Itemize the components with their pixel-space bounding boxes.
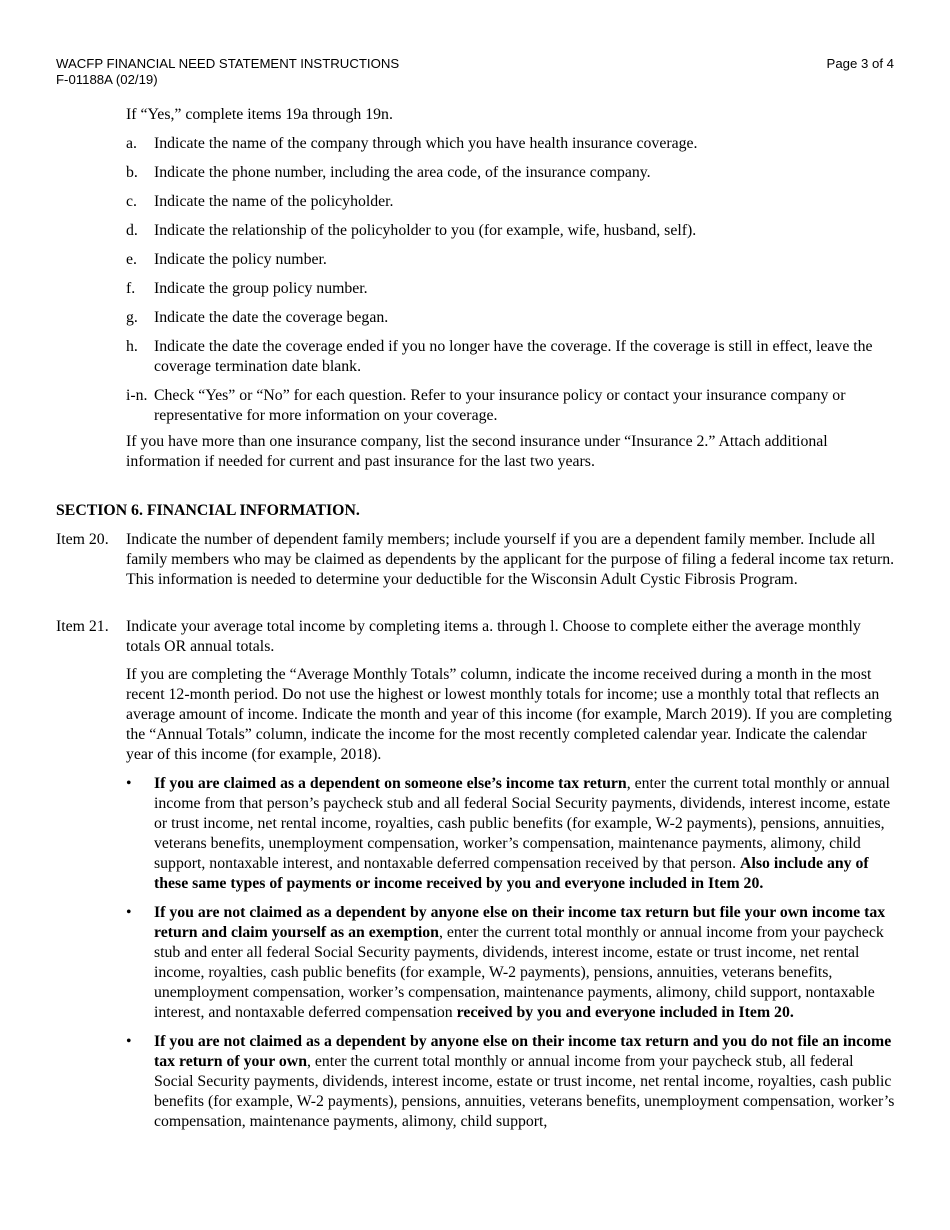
income-bullet-list bbox=[126, 774, 896, 1141]
list-item-text: Indicate the date the coverage ended if you no longer have the coverage. If the coverage is still in effect, leave the coverage termination date blank. bbox=[154, 338, 873, 375]
list-item-label: f. bbox=[126, 280, 136, 297]
bullet-item bbox=[126, 903, 896, 1023]
list-item bbox=[126, 279, 896, 299]
item-label: Item 21. bbox=[56, 618, 109, 635]
list-item-label: c. bbox=[126, 193, 137, 210]
bullet-icon: • bbox=[126, 904, 132, 921]
list-item-text: Indicate the name of the policyholder. bbox=[154, 193, 394, 210]
list-item-text: Indicate the name of the company through which you have health insurance coverage. bbox=[154, 135, 698, 152]
section-title: SECTION 6. FINANCIAL INFORMATION. bbox=[56, 502, 360, 519]
list-item bbox=[126, 163, 896, 183]
form-number: F-01188A (02/19) bbox=[56, 72, 158, 87]
list-item-label: e. bbox=[126, 251, 137, 268]
bullet-icon: • bbox=[126, 1033, 132, 1050]
list-item-label: a. bbox=[126, 135, 137, 152]
bullet-item bbox=[126, 774, 896, 894]
item-text: Indicate the number of dependent family members; include yourself if you are a dependent family member. Include all family members who may be claimed as dependents by the applicant for the purpose of filing a federal income tax return. This information is needed to determine your deductible for the Wisconsin Adult Cystic Fibrosis Program. bbox=[126, 531, 895, 588]
list-item bbox=[126, 134, 896, 154]
list-item bbox=[126, 308, 896, 328]
item-21-instructions: If you are completing the “Average Monthly Totals” column, indicate the income received during a month in the most recent 12-month period. Do not use the highest or lowest monthly totals for income; use a monthly total that reflects an average amount of income. Indicate the month and year of this income (for example, March 2019). If you are completing the “Annual Totals” column, indicate the income for the most recently completed calendar year. Indicate the calendar year of this income (for example, 2018). bbox=[126, 666, 892, 763]
list-item-label: h. bbox=[126, 338, 138, 355]
form-title: WACFP FINANCIAL NEED STATEMENT INSTRUCTIONS bbox=[56, 56, 400, 71]
insurance-intro: If “Yes,” complete items 19a through 19n. bbox=[126, 106, 393, 123]
bullet-body: , enter the current total monthly or annual income from your paycheck stub and enter all federal Social Security payments, dividends, interest income, estate or trust income, net rental income, royalties, cash public benefits (for example, W-2 payments), pensions, annuities, veterans benefits, unemployment compensation, worker’s compensation, maintenance payments, alimony, child support, nontaxable interest, and nontaxable deferred compensation bbox=[154, 924, 884, 1021]
bullet-text bbox=[154, 774, 896, 894]
bullet-text bbox=[154, 1032, 896, 1132]
bullet-text bbox=[154, 903, 896, 1023]
list-item-text: Indicate the relationship of the policyholder to you (for example, wife, husband, self). bbox=[154, 222, 697, 239]
list-item-label: d. bbox=[126, 222, 138, 239]
page-header-left bbox=[56, 56, 399, 88]
bullet-bold-tail: received by you and everyone included in Item 20. bbox=[456, 1004, 794, 1021]
bullet-bold-tail: Also include any of these same types of payments or income received by you and everyone included in Item 20. bbox=[154, 855, 869, 892]
bullet-bold-lead: If you are not claimed as a dependent by anyone else on their income tax return and you do not file an income tax return of your own bbox=[154, 1033, 892, 1070]
list-item-text: Indicate the date the coverage began. bbox=[154, 309, 389, 326]
bullet-item bbox=[126, 1032, 896, 1132]
list-item-text: Indicate the policy number. bbox=[154, 251, 327, 268]
list-item-label: b. bbox=[126, 164, 138, 181]
bullet-body: , enter the current total monthly or annual income from that person’s paycheck stub and all federal Social Security payments, dividends, interest income, estate or trust income, net rental income, royalties, cash public benefits (for example, W-2 payments), pensions, annuities, veterans benefits, unemployment compensation, worker’s compensation, maintenance payments, alimony, child support, nontaxable interest, and nontaxable deferred compensation received by that person. bbox=[154, 775, 891, 872]
list-item-label: i-n. bbox=[126, 387, 148, 404]
list-item bbox=[126, 250, 896, 270]
second-insurance-note: If you have more than one insurance company, list the second insurance under “Insurance 2.” Attach additional information if needed for current and past insurance for the last two years. bbox=[126, 433, 828, 470]
list-item bbox=[126, 337, 896, 377]
insurance-item-list bbox=[126, 134, 896, 435]
list-item bbox=[126, 192, 896, 212]
item-label: Item 20. bbox=[56, 531, 109, 548]
item-20 bbox=[56, 530, 896, 590]
bullet-body: , enter the current total monthly or annual income from your paycheck stub, all federal Social Security payments, dividends, interest income, estate or trust income, net rental income, royalties, cash public benefits (for example, W-2 payments), pensions, annuities, veterans benefits, unemployment compensation, worker’s compensation, maintenance payments, alimony, child support, bbox=[154, 1053, 895, 1130]
page-number: Page 3 of 4 bbox=[826, 56, 894, 71]
item-21 bbox=[56, 617, 896, 657]
bullet-icon: • bbox=[126, 775, 132, 792]
list-item bbox=[126, 386, 896, 426]
list-item-text: Indicate the group policy number. bbox=[154, 280, 368, 297]
bullet-bold-lead: If you are not claimed as a dependent by anyone else on their income tax return but file your own income tax return and claim yourself as an exemption bbox=[154, 904, 886, 941]
item-text: Indicate your average total income by completing items a. through l. Choose to complete either the average monthly totals OR annual totals. bbox=[126, 618, 861, 655]
bullet-bold-lead: If you are claimed as a dependent on someone else’s income tax return bbox=[154, 775, 627, 792]
list-item bbox=[126, 221, 896, 241]
list-item-text: Check “Yes” or “No” for each question. Refer to your insurance policy or contact your insurance company or representative for more information on your coverage. bbox=[154, 387, 846, 424]
list-item-label: g. bbox=[126, 309, 138, 326]
list-item-text: Indicate the phone number, including the area code, of the insurance company. bbox=[154, 164, 651, 181]
